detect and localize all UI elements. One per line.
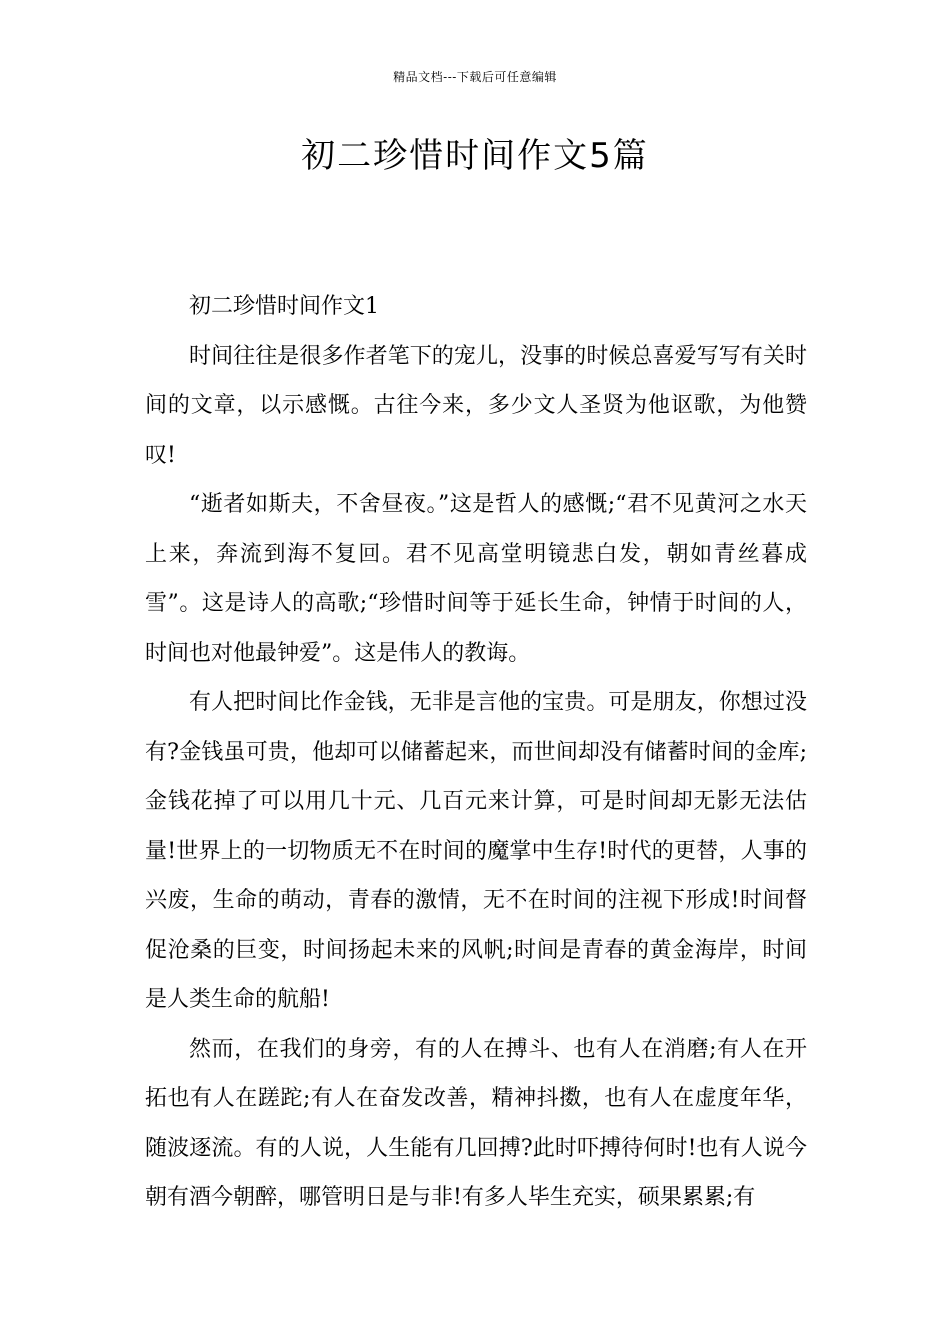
paragraph: 时间往往是很多作者笔下的宠儿，没事的时候总喜爱写写有关时间的文章，以示感慨。古往今来，多少文人圣贤为他讴歌，为他赞叹!: [145, 343, 807, 468]
paragraph: “逝者如斯夫，不舍昼夜。”这是哲人的感慨;“君不见黄河之水天上来，奔流到海不复回。君不见高堂明镜悲白发，朝如青丝暮成雪”。这是诗人的高歌;“珍惜时间等于延长生命，钟情于时间的人，时间也对他最钟爱”。这是伟人的教诲。: [145, 492, 807, 666]
header-note: 精品文档---下载后可任意编辑: [393, 70, 557, 84]
section-heading: 初二珍惜时间作文1: [189, 294, 379, 319]
paragraph: 有人把时间比作金钱，无非是言他的宝贵。可是朋友，你想过没有?金钱虽可贵，他却可以储蓄起来，而世间却没有储蓄时间的金库;金钱花掉了可以用几十元、几百元来计算，可是时间却无影无法估量!世界上的一切物质无不在时间的魔掌中生存!时代的更替，人事的兴废，生命的萌动，青春的激情，无不在时间的注视下形成!时间督促沧桑的巨变，时间扬起未来的风帆;时间是青春的黄金海岸，时间是人类生命的航船!: [145, 690, 807, 1012]
document-body: [145, 282, 807, 1223]
paragraph: 然而，在我们的身旁，有的人在搏斗、也有人在消磨;有人在开拓也有人在蹉跎;有人在奋发改善，精神抖擞，也有人在虚度年华，随波逐流。有的人说，人生能有几回搏?此时吓搏待何时!也有人说今朝有酒今朝醉，哪管明日是与非!有多人毕生充实，硕果累累;有: [145, 1036, 807, 1210]
document-title: 初二珍惜时间作文5篇: [301, 136, 649, 176]
